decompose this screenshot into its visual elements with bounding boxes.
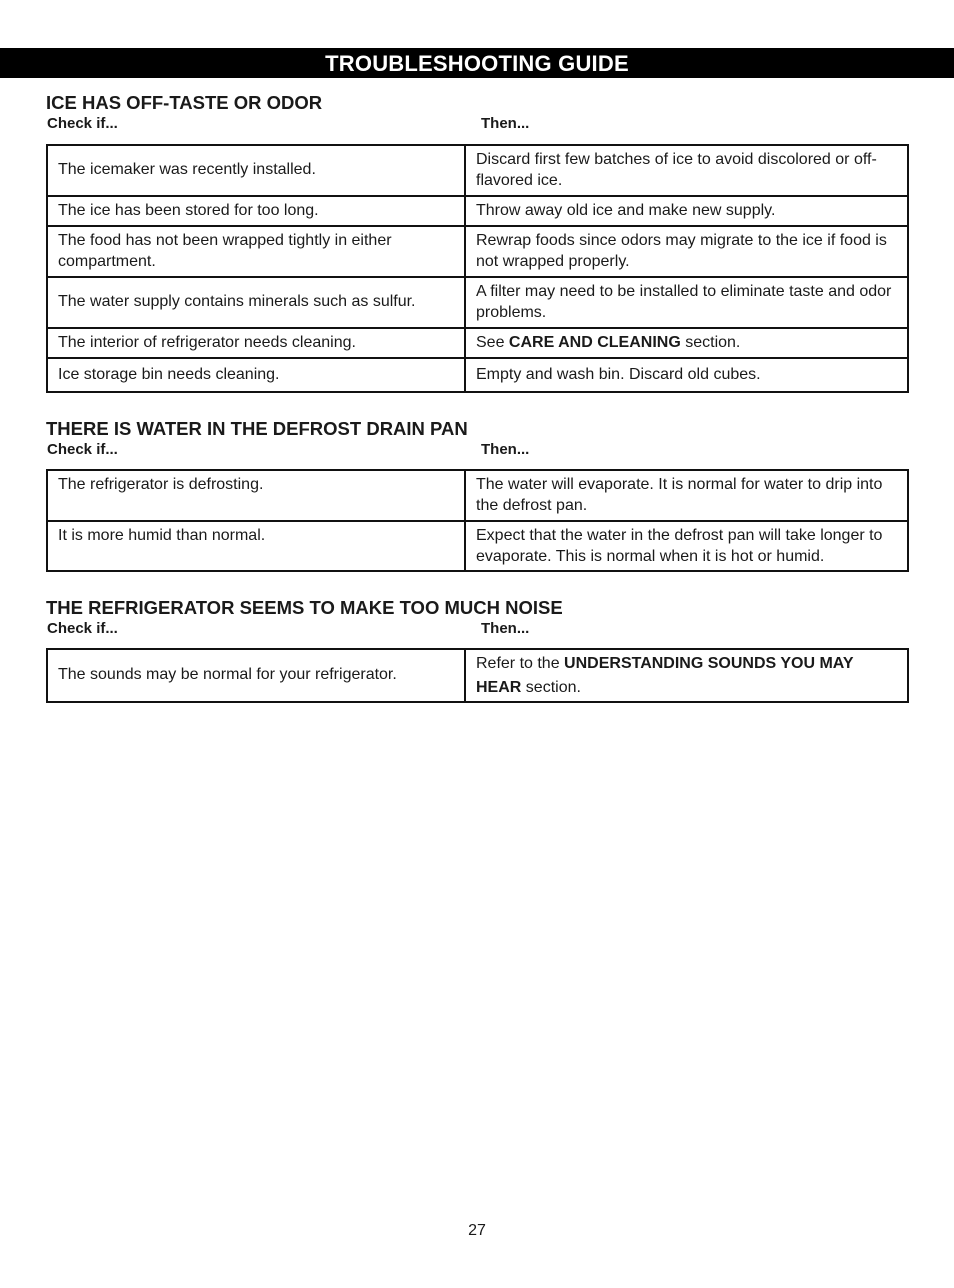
then-column-header: Then... <box>481 115 530 132</box>
then-column-header: Then... <box>481 441 530 458</box>
then-cell: Empty and wash bin. Discard old cubes. <box>465 358 908 392</box>
table-row <box>47 521 908 571</box>
column-headers <box>46 619 907 639</box>
troubleshooting-table <box>46 648 909 703</box>
then-text: section. <box>521 678 581 696</box>
troubleshooting-table <box>46 144 909 393</box>
section-reference: UNDERSTANDING SOUNDS YOU MAY HEAR <box>476 654 854 696</box>
check-cell: The sounds may be normal for your refrigerator. <box>47 649 465 702</box>
page-number: 27 <box>468 1222 486 1239</box>
then-cell: The water will evaporate. It is normal for water to drip into the defrost pan. <box>465 470 908 521</box>
table-row <box>47 358 908 392</box>
table-row <box>47 277 908 328</box>
check-cell: It is more humid than normal. <box>47 521 465 571</box>
table-row <box>47 649 908 702</box>
check-column-header: Check if... <box>47 620 118 637</box>
check-cell: The ice has been stored for too long. <box>47 196 465 226</box>
then-text: See <box>476 333 509 351</box>
check-column-header: Check if... <box>47 441 118 458</box>
check-column-header: Check if... <box>47 115 118 132</box>
table-row <box>47 196 908 226</box>
then-cell: A filter may need to be installed to eliminate taste and odor problems. <box>465 277 908 328</box>
then-cell <box>465 649 908 702</box>
column-headers <box>46 114 907 134</box>
table-row <box>47 470 908 521</box>
then-cell: Expect that the water in the defrost pan will take longer to evaporate. This is normal when it is hot or humid. <box>465 521 908 571</box>
section-reference: CARE AND CLEANING <box>508 333 681 351</box>
table-row <box>47 328 908 358</box>
troubleshooting-table <box>46 469 909 572</box>
section-title: THE REFRIGERATOR SEEMS TO MAKE TOO MUCH NOISE <box>46 597 563 618</box>
check-cell: The interior of refrigerator needs cleaning. <box>47 328 465 358</box>
then-cell <box>465 328 908 358</box>
section-ice-off-taste <box>46 92 907 393</box>
then-text: section. <box>680 333 741 351</box>
then-cell: Rewrap foods since odors may migrate to the ice if food is not wrapped properly. <box>465 226 908 277</box>
then-column-header: Then... <box>481 620 530 637</box>
check-cell: The food has not been wrapped tightly in either compartment. <box>47 226 465 277</box>
then-text: Refer to the <box>476 654 565 672</box>
check-cell: The refrigerator is defrosting. <box>47 470 465 521</box>
table-row <box>47 226 908 277</box>
then-cell: Discard first few batches of ice to avoid discolored or off-flavored ice. <box>465 145 908 196</box>
check-cell: Ice storage bin needs cleaning. <box>47 358 465 392</box>
check-cell: The water supply contains minerals such as sulfur. <box>47 277 465 328</box>
table-row <box>47 145 908 196</box>
section-title: ICE HAS OFF-TASTE OR ODOR <box>46 92 323 113</box>
section-too-much-noise <box>46 597 907 703</box>
section-defrost-drain-pan <box>46 418 907 572</box>
check-cell: The icemaker was recently installed. <box>47 145 465 196</box>
column-headers <box>46 440 907 460</box>
section-title: THERE IS WATER IN THE DEFROST DRAIN PAN <box>46 418 468 439</box>
then-cell: Throw away old ice and make new supply. <box>465 196 908 226</box>
page-title-banner: TROUBLESHOOTING GUIDE <box>0 48 954 78</box>
